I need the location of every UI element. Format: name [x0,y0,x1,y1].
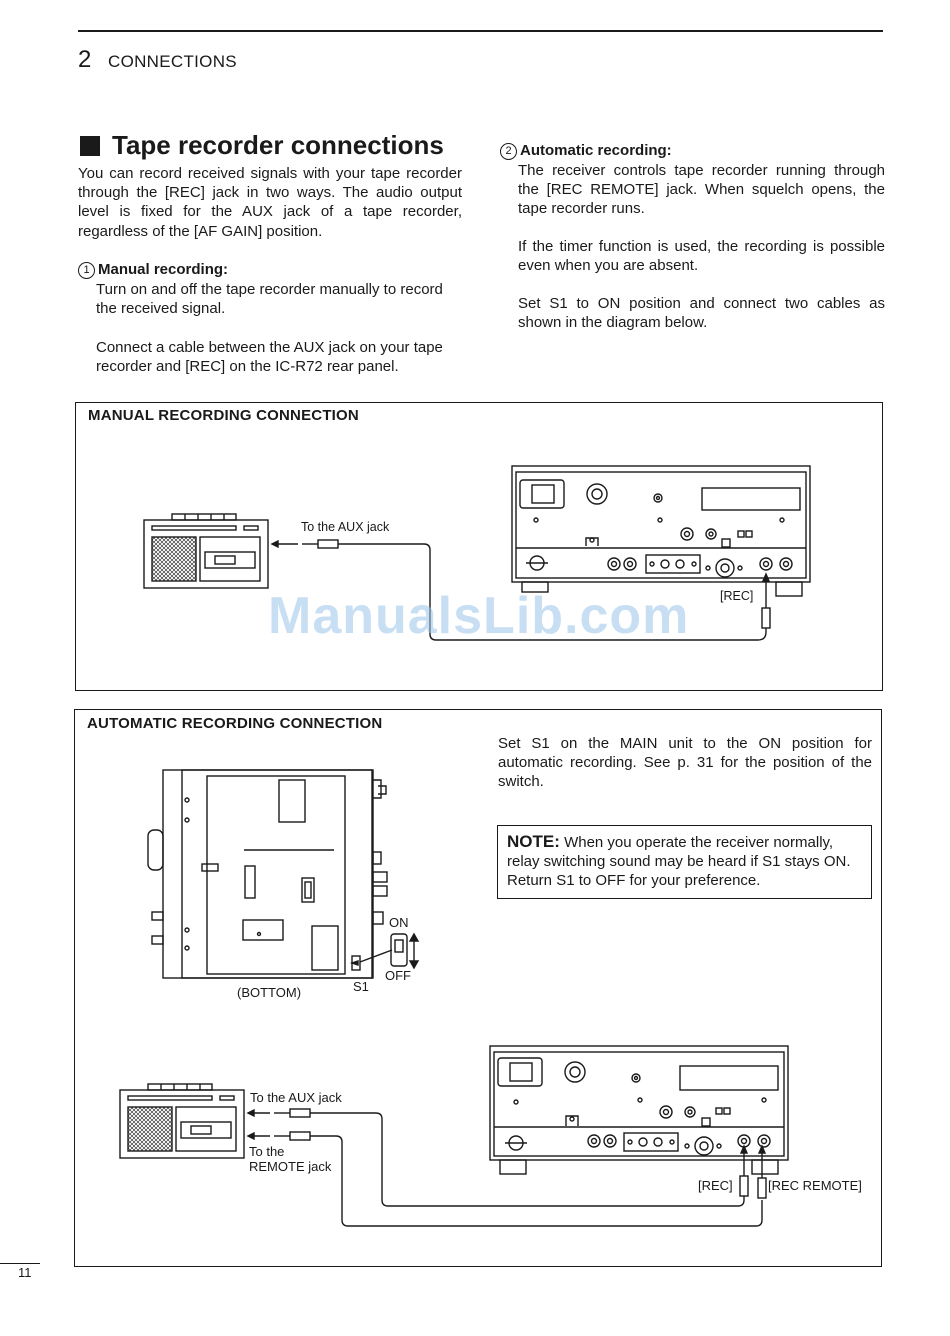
auto-rec-label: [REC] [698,1178,733,1193]
manual-rec-label: [REC] [720,589,754,603]
watermark: ManualsLib.com [268,587,690,645]
section-title: Tape recorder connections [80,130,444,161]
auto-aux-label: To the AUX jack [250,1090,342,1105]
switch-off-label: OFF [385,968,411,983]
chapter-number: 2 [78,46,92,73]
automatic-recording-heading: 2 Automatic recording: [500,142,672,160]
s1-label: S1 [353,979,369,994]
remote-label-line2: REMOTE jack [249,1159,332,1174]
note-label: NOTE: [507,832,560,851]
manual-box-title: MANUAL RECORDING CONNECTION [88,407,359,424]
page-number-rule [0,1263,40,1264]
manual-aux-label: To the AUX jack [301,520,390,534]
automatic-box-title: AUTOMATIC RECORDING CONNECTION [87,715,383,732]
automatic-instruction: Set S1 on the MAIN unit to the ON position for automatic recording. See p. 31 for the position of the switch. [498,735,872,791]
circled-number: 2 [500,143,517,160]
circled-number: 1 [78,262,95,279]
switch-on-label: ON [389,915,409,930]
chapter-title: CONNECTIONS [108,52,237,71]
manual-recording-text-2: Connect a cable between the AUX jack on your tape recorder and [REC] on the IC-R72 rear panel. [96,339,443,376]
manual-recording-text-1: Turn on and off the tape recorder manually to record the received signal. [96,281,443,318]
slide-switch-icon [391,934,418,968]
automatic-recording-text-3: Set S1 to ON position and connect two cables as shown in the diagram below. [518,295,885,332]
automatic-recording-text-2: If the timer function is used, the recording is possible even when you are absent. [518,238,885,275]
auto-rec-remote-label: [REC REMOTE] [768,1178,862,1193]
intro-paragraph: You can record received signals with your tape recorder through the [REC] jack in two ways. The audio output level is fixed for the AUX jack of a tape recorder, regardless of the [AF GAIN] position. [78,165,462,240]
page-number: 11 [18,1265,32,1280]
bottom-view-label: (BOTTOM) [237,985,302,1000]
automatic-recording-text-1: The receiver controls tape recorder running through the [REC REMOTE] jack. When squelch opens, the tape recorder runs. [518,162,885,218]
manual-recording-heading: 1 Manual recording: [78,261,228,279]
remote-label-line1: To the [249,1144,285,1159]
main-unit-bottom-icon [148,770,392,978]
tape-recorder-icon [120,1084,244,1158]
note-text: When you operate the receiver normally, relay switching sound may be heard if S1 stays ON. Return S1 to OFF for your preference. [507,834,851,889]
